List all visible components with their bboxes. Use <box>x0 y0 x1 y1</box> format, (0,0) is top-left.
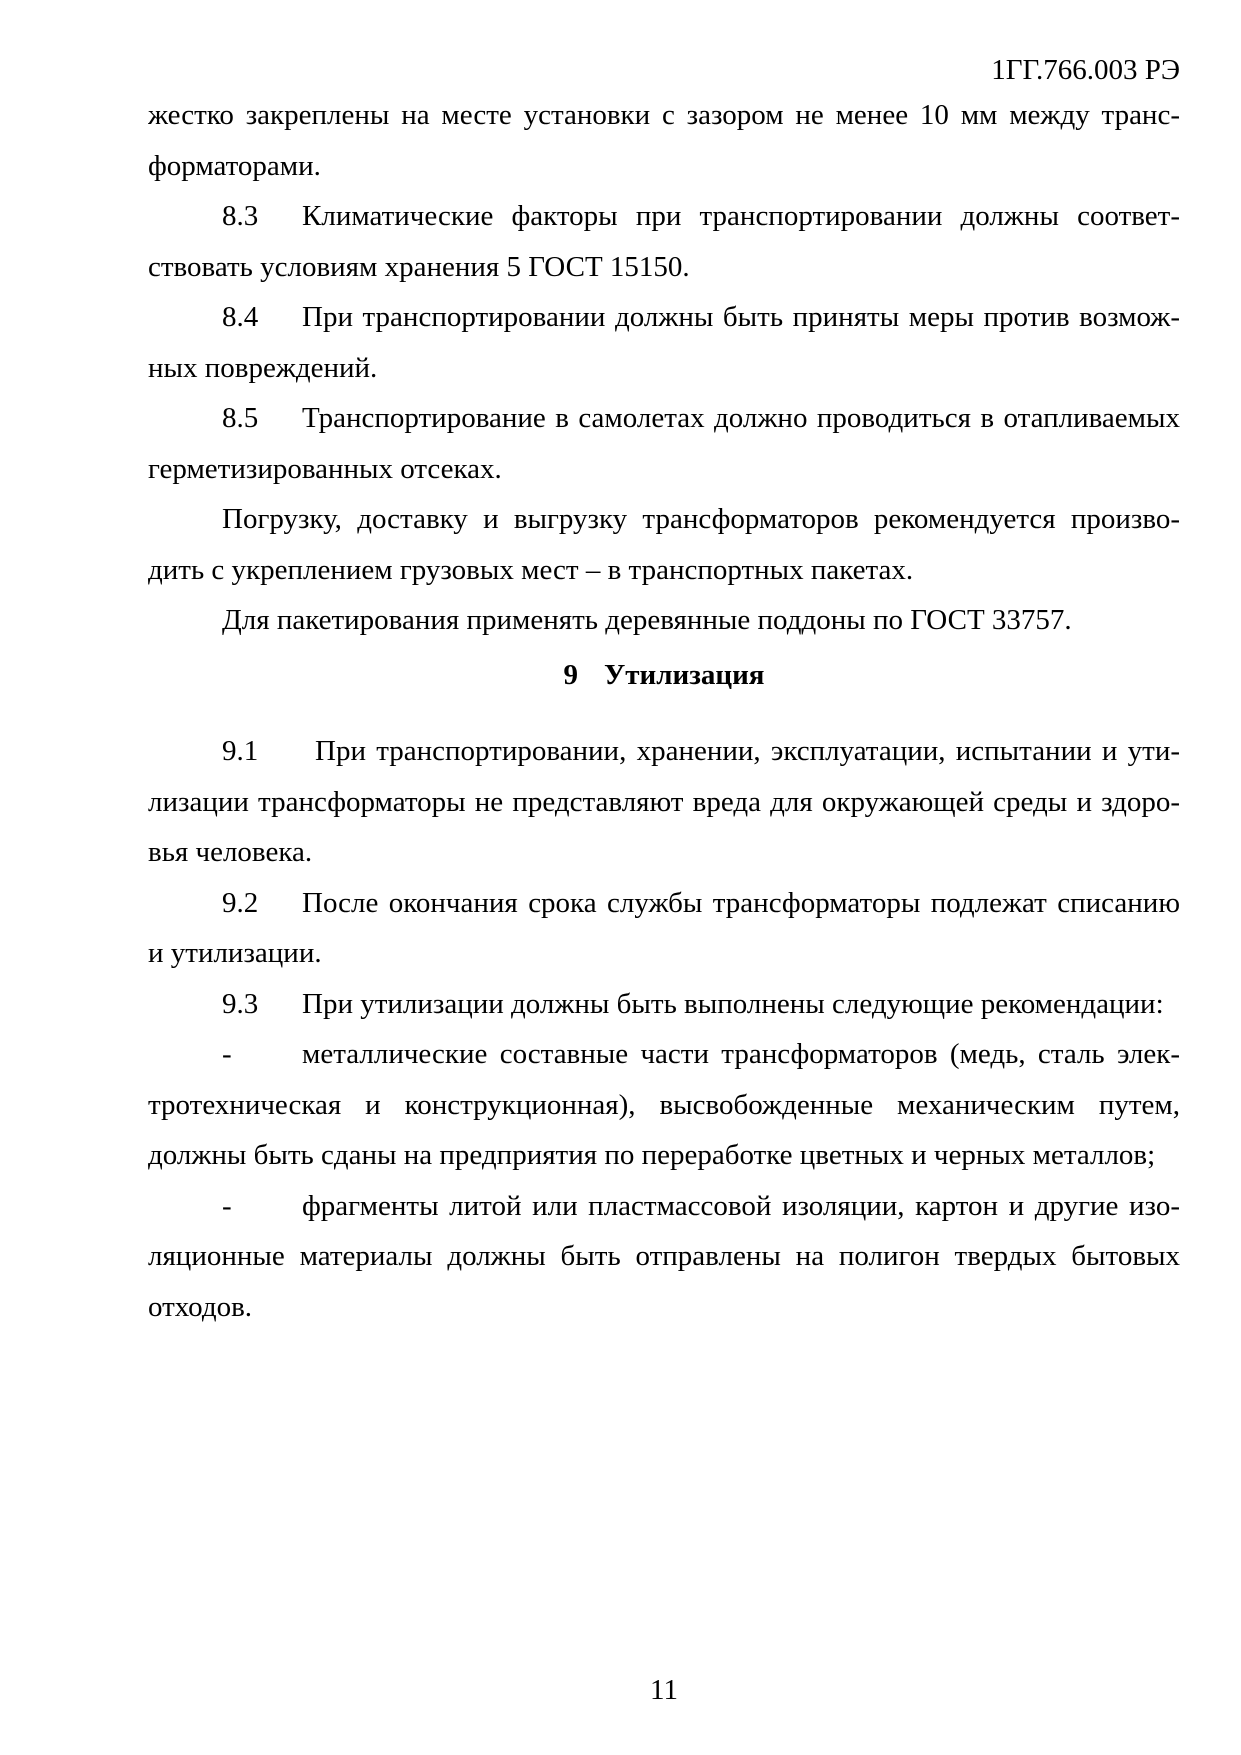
text-line <box>148 878 1180 929</box>
clause-number: 8.3 <box>222 200 259 232</box>
text-line: ляционные материалы должны быть отправлены на полигон твердых бытовых <box>148 1240 1180 1272</box>
text-line <box>148 726 1180 777</box>
document-code: 1ГГ.766.003 РЭ <box>991 54 1180 86</box>
text-line: жестко закреплены на месте установки с зазором не менее 10 мм между транс- <box>148 99 1180 131</box>
clause-number: 9.2 <box>222 886 259 919</box>
clause-text: При утилизации должны быть выполнены следующие рекомендации: <box>302 987 1164 1020</box>
clause-text: Транспортирование в самолетах должно проводиться в отапливаемых <box>302 402 1180 434</box>
text-line <box>148 393 1180 444</box>
paragraph <box>148 494 1180 595</box>
paragraph <box>148 292 1180 393</box>
text-line: ствовать условиям хранения 5 ГОСТ 15150. <box>148 250 690 283</box>
section-heading <box>148 650 1180 701</box>
paragraph <box>148 393 1180 494</box>
text-line: Для пакетирования применять деревянные поддоны по ГОСТ 33757. <box>222 604 1072 636</box>
list-marker: - <box>222 1038 232 1070</box>
text-line: тротехническая и конструкционная), высвобожденные механическим путем, <box>148 1088 1180 1121</box>
clause-number: 9.3 <box>222 987 259 1020</box>
text-line: форматорами. <box>148 149 321 182</box>
text-line <box>148 292 1180 343</box>
list-text: фрагменты литой или пластмассовой изоляции, картон и другие изо- <box>302 1189 1180 1222</box>
list-marker: - <box>222 1189 232 1222</box>
text-line: герметизированных отсеках. <box>148 452 502 485</box>
page-number: 11 <box>650 1674 678 1706</box>
text-line: дить с укреплением грузовых мест – в транспортных пакетах. <box>148 553 914 586</box>
clause-text: При транспортировании, хранении, эксплуатации, испытании и ути- <box>315 735 1180 767</box>
text-line: Погрузку, доставку и выгрузку трансформаторов рекомендуется произво- <box>222 503 1180 535</box>
text-line <box>148 1181 1180 1232</box>
paragraph <box>148 979 1180 1030</box>
section-title: Утилизация <box>604 658 765 691</box>
clause-text: После окончания срока службы трансформаторы подлежат списанию <box>302 886 1180 919</box>
paragraph <box>148 878 1180 979</box>
list-item <box>148 1029 1180 1181</box>
text-line: отходов. <box>148 1290 253 1323</box>
text-line: лизации трансформаторы не представляют вреда для окружающей среды и здоро- <box>148 785 1180 818</box>
list-item <box>148 1181 1180 1333</box>
paragraph <box>148 90 1180 191</box>
text-line <box>148 979 1180 1030</box>
document-body <box>148 90 1180 1332</box>
section-number: 9 <box>563 658 578 691</box>
paragraph <box>148 595 1180 646</box>
text-line: вья человека. <box>148 836 313 868</box>
text-line <box>148 191 1180 242</box>
clause-number: 9.1 <box>222 735 259 767</box>
clause-number: 8.5 <box>222 402 259 434</box>
paragraph <box>148 726 1180 878</box>
paragraph <box>148 191 1180 292</box>
text-line: должны быть сданы на предприятия по переработке цветных и черных металлов; <box>148 1139 1156 1171</box>
text-line <box>148 1029 1180 1080</box>
text-line: ных повреждений. <box>148 351 378 384</box>
list-text: металлические составные части трансформаторов (медь, сталь элек- <box>302 1038 1180 1070</box>
text-line: и утилизации. <box>148 937 322 969</box>
clause-number: 8.4 <box>222 301 259 333</box>
clause-text: При транспортировании должны быть приняты меры против возмож- <box>302 301 1180 333</box>
clause-text: Климатические факторы при транспортировании должны соответ- <box>302 200 1180 232</box>
